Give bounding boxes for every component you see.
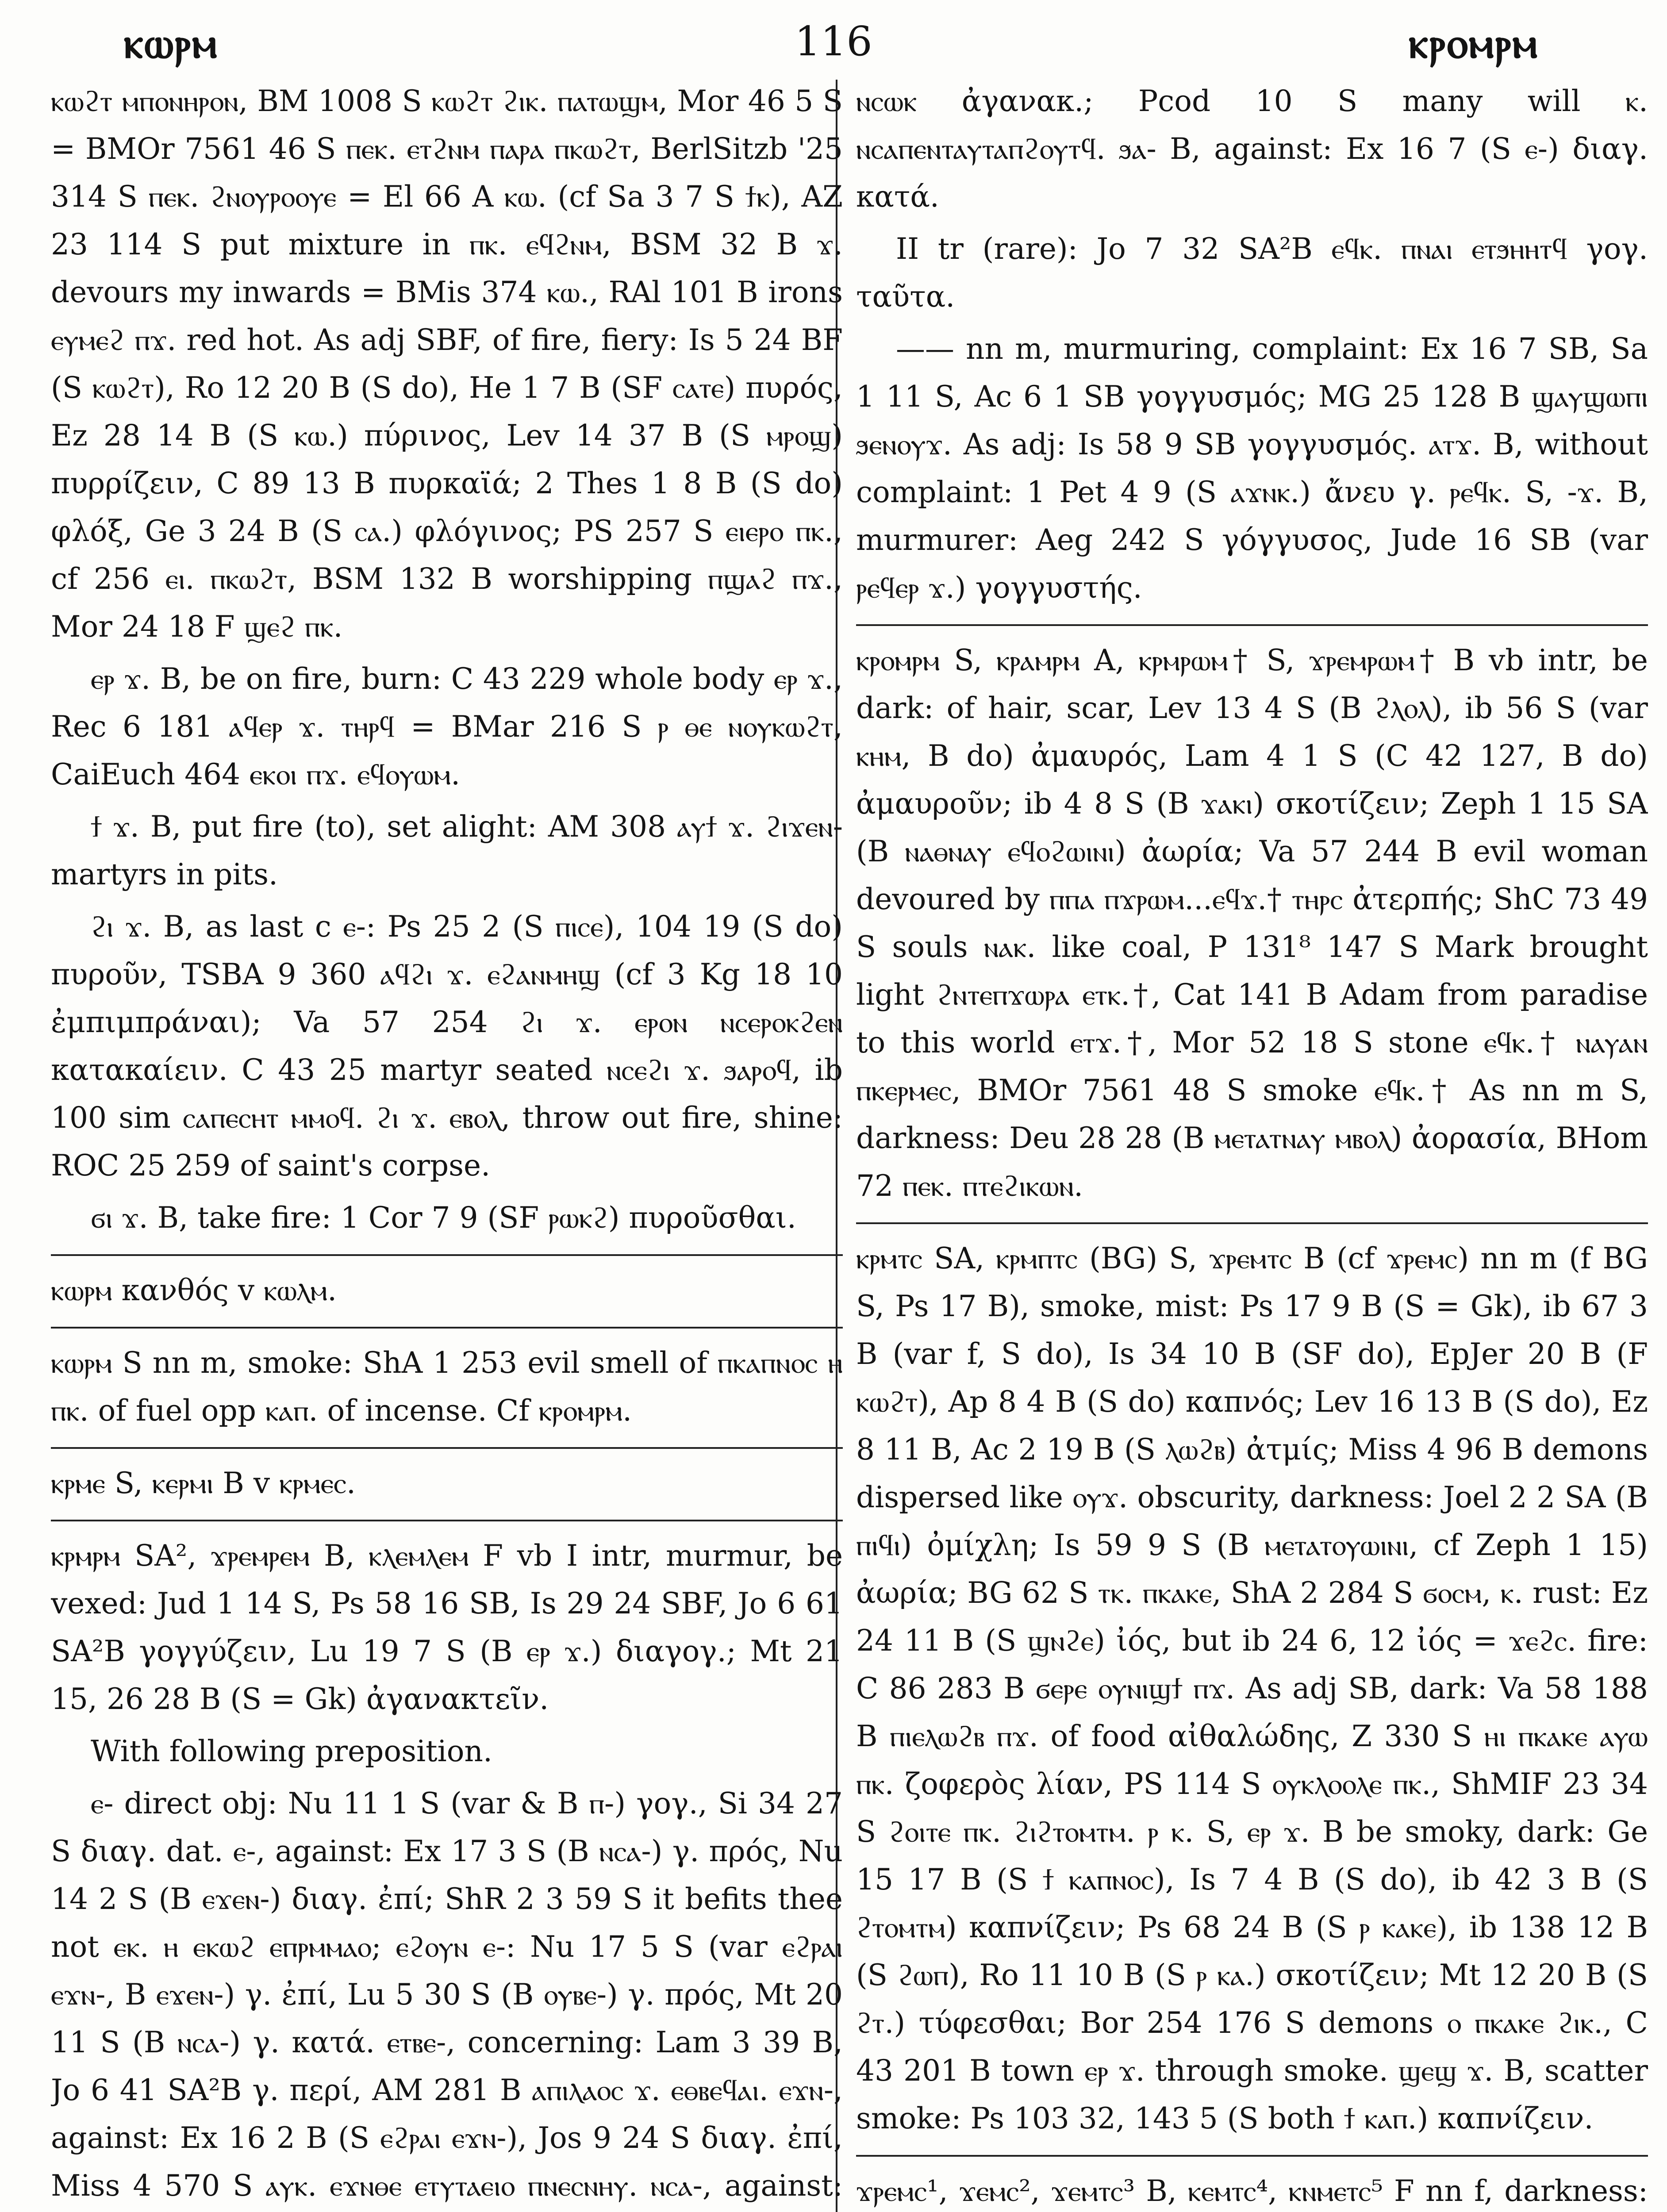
entry-headword-block: ⲕⲱⲣⲙ κανθός v ⲕⲱⲗⲙ. [51,1273,337,1307]
left-column [51,77,843,2212]
entry-subsense: ⲉ- direct obj: Nu 11 1 S (var & B ⲡ-) γογ., Si 34 27 S διαγ. dat. ⲉ-, against: Ex 17 3 S (B ⲛⲥⲁ-) γ. πρός, Nu 14 2 S (B ⲉϫⲉⲛ-) διαγ. ἐπί; ShR 2 3 59 S it befits thee not ⲉⲕ. ⲏ ⲉⲕⲱϩ ⲉⲡⲣⲙⲙⲁⲟ; ⲉϩⲟⲩⲛ ⲉ-: Nu 17 5 S (var ⲉϩⲣⲁⲓ ⲉϫⲛ-, B ⲉϫⲉⲛ-) γ. ἐπί, Lu 5 30 S (B ⲟⲩⲃⲉ-) γ. πρός, Mt 20 11 S (B ⲛⲥⲁ-) γ. κατά. ⲉⲧⲃⲉ-, concerning: Lam 3 39 B, Jo 6 41 SA²B γ. περί, AM 281 B ⲁⲡⲓⲗⲁⲟⲥ ϫ. ⲉⲑⲃⲉϥⲁⲓ. ⲉϫⲛ-, against: Ex 16 2 B (S ⲉϩⲣⲁⲓ ⲉϫⲛ-), Jos 9 24 S διαγ. ἐπί, Miss 4 570 S ⲁⲩⲕ. ⲉϫⲛⲑⲉ ⲉⲧⲩⲧⲁⲉⲓⲟ ⲡⲛⲉⲥⲛⲏⲩ. ⲛⲥⲁ-, against: [51,1786,843,2203]
entry-separator [856,1222,1648,1224]
entry-subsense: ⲉⲣ ϫ. B, be on fire, burn: C 43 229 whole body ⲉⲣ ϫ., Rec 6 181 ⲁϥⲉⲣ ϫ. ⲧⲏⲣϥ = BMar 216 S ⲣ ⲑⲉ ⲛⲟⲩⲕⲱϩⲧ, CaiEuch 464 ⲉⲕⲟⲓ ⲡϫ. ⲉϥⲟⲩⲱⲙ. [51,662,843,791]
entry-separator [51,1254,843,1256]
page-number: 116 [795,18,872,65]
entry-separator [856,624,1648,626]
entry-headword-block: ⲕⲣⲙⲣⲙ SA², ϫⲣⲉⲙⲣⲉⲙ B, ⲕⲗⲉⲙⲗⲉⲙ F vb I intr, murmur, be vexed: Jud 1 14 S, Ps 58 16 SB, Is 29 24 SBF, Jo 6 61 SA²B γογγύζειν, Lu 19 7 S (B ⲉⲣ ϫ.) διαγογ.; Mt 21 15, 26 28 B (S = Gk) ἀγανακτεῖν. [51,1539,843,1716]
entry-subsense: ϯ ϫ. B, put fire (to), set alight: AM 308 ⲁⲩϯ ϫ. ϩⲓϫⲉⲛ- martyrs in pits. [51,810,843,891]
left-running-headword: ⲕⲱⲣⲙ [124,18,219,68]
entry-note: With following preposition. [91,1734,492,1768]
right-running-headword: ⲕⲣⲟⲙⲣⲙ [1409,18,1539,68]
entry-subsense: —— nn m, murmuring, complaint: Ex 16 7 SB, Sa 1 11 S, Ac 6 1 SB γογγυσμός; MG 25 128 B ϣⲁⲩϣⲱⲡⲓ ϧⲉⲛⲟⲩϫ. As adj: Is 58 9 SB γογγυσμός. ⲁⲧϫ. B, without complaint: 1 Pet 4 9 (S ⲁϫⲛⲕ.) ἄνευ γ. ⲣⲉϥⲕ. S, -ϫ. B, murmurer: Aeg 242 S γόγγυσος, Jude 16 SB (var ⲣⲉϥⲉⲣ ϫ.) γογγυστής. [856,332,1648,605]
entry-separator [51,1520,843,1521]
page-header [66,13,1601,75]
entry-headword-block: ⲕⲣⲙⲧⲥ SA, ⲕⲣⲙⲡⲧⲥ (BG) S, ϫⲣⲉⲙⲧⲥ B (cf ϫⲣⲉⲙⲥ) nn m (f BG S, Ps 17 B), smoke, mist: Ps 17 9 B (S = Gk), ib 67 3 B (var f, S do), Is 34 10 B (SF do), EpJer 20 B (F ⲕⲱϩⲧ), Ap 8 4 B (S do) καπνός; Lev 16 13 B (S do), Ez 8 11 B, Ac 2 19 B (S ⲗⲱϩⲃ) ἀτμίς; Miss 4 96 B demons dispersed like ⲟⲩϫ. obscurity, darkness: Joel 2 2 SA (B ⲡⲓϥⲓ) ὀμίχλη; Is 59 9 S (B ⲙⲉⲧⲁⲧⲟⲩⲱⲓⲛⲓ, cf Zeph 1 15) ἀωρία; BG 62 S ⲧⲕ. ⲡⲕⲁⲕⲉ, ShA 2 284 S ϭⲟⲥⲙ, ⲕ. rust: Ez 24 11 B (S ϣⲛϩⲉ) ἰός, but ib 24 6, 12 ἰός = ϫⲉϩⲥ. fire: C 86 283 B ϭⲉⲣⲉ ⲟⲩⲛⲓϣϯ ⲡϫ. As adj SB, dark: Va 58 188 B ⲡⲓⲉⲗⲱϩⲃ ⲡϫ. of food αἰθαλώδης, Z 330 S ⲏⲓ ⲡⲕⲁⲕⲉ ⲁⲩⲱ ⲡⲕ. ζοφερὸς λίαν, PS 114 S ⲟⲩⲕⲗⲟⲟⲗⲉ ⲡⲕ., ShMIF 23 34 S ϩⲟⲓⲧⲉ ⲡⲕ. ϩⲓϩⲧⲟⲙⲧⲙ. ⲣ ⲕ. S, ⲉⲣ ϫ. B be smoky, dark: Ge 15 17 B (S ϯ ⲕⲁⲡⲛⲟⲥ), Is 7 4 B (S do), ib 42 3 B (S ϩⲧⲟⲙⲧⲙ) καπνίζειν; Ps 68 24 B (S ⲣ ⲕⲁⲕⲉ), ib 138 12 B (S ϩⲱⲡ), Ro 11 10 B (S ⲣ ⲕⲁ.) σκοτίζειν; Mt 12 20 B (S ϩⲧ.) τύφεσθαι; Bor 254 176 S demons ⲟ ⲡⲕⲁⲕⲉ ϩⲓⲕ., C 43 201 B town ⲉⲣ ϫ. through smoke. ϣⲉϣ ϫ. B, scatter smoke: Ps 103 32, 143 5 (S both ϯ ⲕⲁⲡ.) καπνίζειν. [856,1241,1648,2135]
entry-subsense: ϭⲓ ϫ. B, take fire: 1 Cor 7 9 (SF ⲣⲱⲕϩ) πυροῦσθαι. [91,1201,796,1235]
entry-separator [51,1327,843,1329]
entry-headword-block: ⲕⲣⲟⲙⲣⲙ S, ⲕⲣⲁⲙⲣⲙ A, ⲕⲣⲙⲣⲱⲙ† S, ϫⲣⲉⲙⲣⲱⲙ† B vb intr, be dark: of hair, scar, Lev 13 4 S (B ϩⲗⲟⲗ), ib 56 S (var ⲕⲏⲙ, B do) ἀμαυρός, Lam 4 1 S (C 42 127, B do) ἀμαυροῦν; ib 4 8 S (B ϫⲁⲕⲓ) σκοτίζειν; Zeph 1 15 SA (B ⲛⲁⲑⲛⲁⲩ ⲉϥⲟϩⲱⲓⲛⲓ) ἀωρία; Va 57 244 B evil woman devoured by ⲡⲡⲁ ⲡϫⲣⲱⲙ...ⲉϥϫ.† ⲧⲏⲣⲥ ἀτερπής; ShC 73 49 S souls ⲛⲁⲕ. like coal, P 131⁸ 147 S Mark brought light ϩⲛⲧⲉⲡϫⲱⲣⲁ ⲉⲧⲕ.†, Cat 141 B Adam from paradise to this world ⲉⲧϫ.†, Mor 52 18 S stone ⲉϥⲕ.† ⲛⲁⲩⲁⲛ ⲡⲕⲉⲣⲙⲉⲥ, BMOr 7561 48 S smoke ⲉϥⲕ.† As nn m S, darkness: Deu 28 28 (B ⲙⲉⲧⲁⲧⲛⲁⲩ ⲙⲃⲟⲗ) ἀορασία, BHom 72 ⲡⲉⲕ. ⲡⲧⲉϩⲓⲕⲱⲛ. [856,643,1648,1203]
entry-headword-block: ⲕⲣⲙⲉ S, ⲕⲉⲣⲙⲓ B v ⲕⲣⲙⲉⲥ. [51,1466,356,1500]
entry-subsense: ϩⲓ ϫ. B, as last c ⲉ-: Ps 25 2 (S ⲡⲓⲥⲉ), 104 19 (S do) πυροῦν, TSBA 9 360 ⲁϥϩⲓ ϫ. ⲉϩⲁⲛⲙⲏϣ (cf 3 Kg 18 10 ἐμπιμπράναι); Va 57 254 ϩⲓ ϫ. ⲉⲣⲟⲛ ⲛⲥⲉⲣⲟⲕϩⲉⲛ κατακαίειν. C 43 25 martyr seated ⲛⲥⲉϩⲓ ϫ. ϧⲁⲣⲟϥ, ib 100 sim ⲥⲁⲡⲉⲥⲏⲧ ⲙⲙⲟϥ. ϩⲓ ϫ. ⲉⲃⲟⲗ, throw out fire, shine: ROC 25 259 of saint's corpse. [51,910,843,1183]
right-column [856,77,1648,2212]
entry-separator [856,2155,1648,2157]
entry-headword-block: ⲕⲱⲣⲙ S nn m, smoke: ShA 1 253 evil smell of ⲡⲕⲁⲡⲛⲟⲥ ⲏ ⲡⲕ. of fuel opp ⲕⲁⲡ. of incense. Cf ⲕⲣⲟⲙⲣⲙ. [51,1346,843,1428]
entry-separator [51,1447,843,1449]
entry-continuation: ⲕⲱϩⲧ ⲙⲡⲟⲛⲏⲣⲟⲛ, BM 1008 S ⲕⲱϩⲧ ϩⲓⲕ. ⲡⲁⲧⲱϣⲙ, Mor 46 5 S = BMOr 7561 46 S ⲡⲉⲕ. ⲉⲧϩⲛⲙ ⲡⲁⲣⲁ ⲡⲕⲱϩⲧ, BerlSitzb '25 314 S ⲡⲉⲕ. ϩⲛⲟⲩⲣⲟⲟⲩⲉ = El 66 A ⲕⲱ. (cf Sa 3 7 S ϯⲕ), AZ 23 114 S put mixture in ⲡⲕ. ⲉϥϩⲛⲙ, BSM 32 B ϫ. devours my inwards = BMis 374 ⲕⲱ., RAl 101 B irons ⲉⲩⲙⲉϩ ⲡϫ. red hot. As adj SBF, of fire, fiery: Is 5 24 BF (S ⲕⲱϩⲧ), Ro 12 20 B (S do), He 1 7 B (SF ⲥⲁⲧⲉ) πυρός, Ez 28 14 B (S ⲕⲱ.) πύρινος, Lev 14 37 B (S ⲙⲣⲟϣ) πυρρίζειν, C 89 13 B πυρκαϊά; 2 Thes 1 8 B (S do) φλόξ, Ge 3 24 B (S ⲥⲁ.) φλόγινος; PS 257 S ⲉⲓⲉⲣⲟ ⲡⲕ., cf 256 ⲉⲓ. ⲡⲕⲱϩⲧ, BSM 132 B worshipping ⲡϣⲁϩ ⲡϫ., Mor 24 18 F ϣⲉϩ ⲡⲕ. [51,84,843,644]
entry-subsense: II tr (rare): Jo 7 32 SA²B ⲉϥⲕ. ⲡⲛⲁⲓ ⲉⲧϧⲏⲏⲧϥ γογ. ταῦτα. [856,232,1648,314]
entry-continuation: ⲛⲥⲱⲕ ἀγανακ.; Pcod 10 S many will ⲕ. ⲛⲥⲁⲡⲉⲛⲧⲁⲩⲧⲁⲡϩⲟⲩⲧϥ. ϧⲁ- B, against: Ex 16 7 (S ⲉ-) διαγ. κατά. [856,84,1648,214]
entry-headword-block: ϫⲣⲉⲙⲥ¹, ϫⲉⲙⲥ², ϫⲉⲙⲧⲥ³ B, ⲕⲉⲙⲧⲥ⁴, ⲕⲛⲙⲉⲧⲥ⁵ F nn f, darkness: [856,2174,1648,2208]
